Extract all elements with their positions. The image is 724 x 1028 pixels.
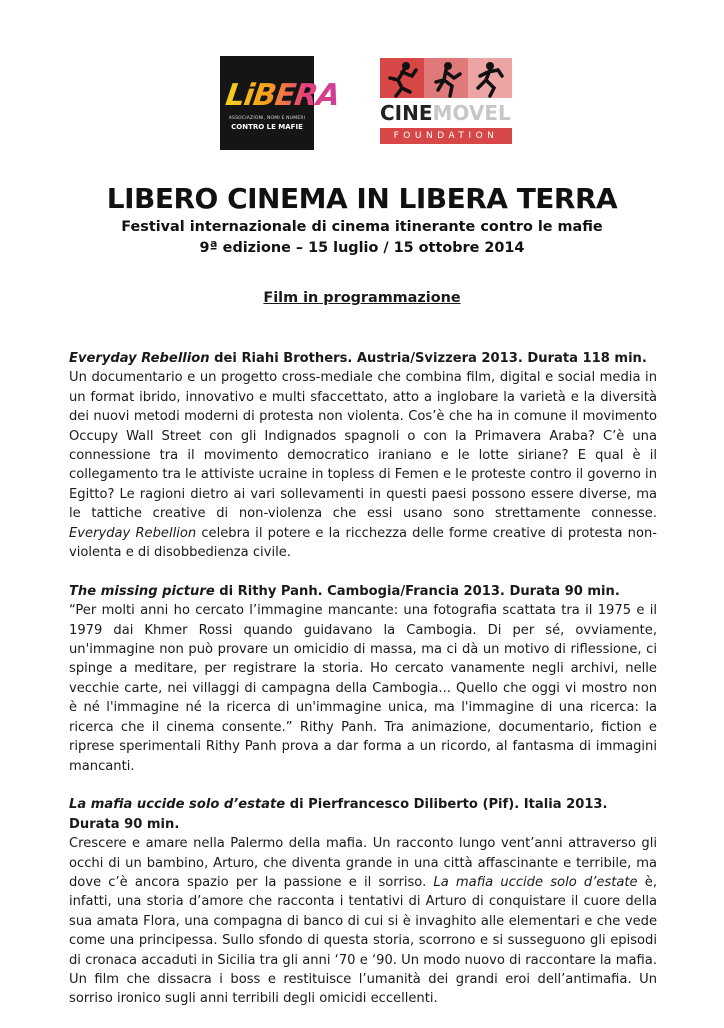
film-entry: [69, 582, 657, 776]
document-title: LIBERO CINEMA IN LIBERA TERRA: [106, 182, 618, 215]
film-list: [69, 349, 657, 1028]
film-description-text: Crescere e amare nella Palermo della mafia. Un racconto lungo vent’anni attraverso gli occhi di un bambino, Arturo, che diventa grande in una città affascinante e terribile, ma dove c’è ancora spazio per la passione e il sorriso.: [69, 836, 657, 890]
film-title: The missing picture: [69, 583, 215, 599]
film-credits: di Rithy Panh. Cambogia/Francia 2013. Durata 90 min.: [214, 583, 620, 599]
film-title: La mafia uccide solo d’estate: [69, 797, 286, 813]
film-description: [69, 834, 657, 1009]
festival-subtitle: Festival internazionale di cinema itinerante contro le mafie: [121, 219, 603, 235]
cinemovel-word-light: MOVEL: [432, 101, 511, 125]
logo-bar: [0, 56, 724, 150]
film-description-italic: La mafia uccide solo d’estate: [433, 874, 638, 890]
film-description-text: è, infatti, una storia d’amore che racconta i tentativi di Arturo di conquistare il cuore della sua amata Flora, una compagna di banco di cui si è invaghito alle elementari e che vede come una principessa. Sullo sfondo di questa storia, scorrono e si susseguono gli episodi di cronaca accaduti in Sicilia tra gli anni ‘70 e ‘90. Un modo nuovo di raccontare la mafia. Un film che dissacra i boss e restituisce l’umanità dei grandi eroi dell’antimafia. Un sorriso ironico sugli anni terribili degli omicidi eccellenti.: [69, 874, 657, 1007]
film-heading: [69, 582, 657, 601]
film-description-text: “Per molti anni ho cercato l’immagine mancante: una fotografia scattata tra il 1975 e il 1979 dai Khmer Rossi quando guidavano la Cambogia. Di per sé, ovviamente, un'immagine non può provare un omicidio di massa, ma ci dà un motivo di riflessione, ci spinge a meditare, per registrare la storia. Ho cercato vanamente negli archivi, nelle vecchie carte, nei villaggi di campagna della Cambogia... Quello che oggi vi mostro non è né l'immagine né la ricerca di un'immagine unica, ma l'immagine di una ricerca: la ricerca che il cinema consente.” Rithy Panh. Tra animazione, documentario, fiction e riprese sperimentali Rithy Panh prova a dar forma a un ricordo, al fantasma di immagini mancanti.: [69, 603, 657, 774]
running-figure-icon: [424, 58, 468, 98]
cinemovel-logo: [380, 58, 512, 146]
cinemovel-figures: [380, 58, 512, 98]
edition-dates: 9ª edizione – 15 luglio / 15 ottobre 2014: [199, 240, 525, 256]
film-entry: [69, 795, 657, 1008]
film-credits: di Pierfrancesco Diliberto (Pif). Italia 2013. Durata 90 min.: [69, 797, 608, 832]
cinemovel-word-dark: CINE: [380, 101, 433, 125]
running-figure-icon: [380, 58, 424, 98]
section-title: Film in programmazione: [263, 290, 461, 306]
film-description: [69, 601, 657, 776]
libera-logo-tagline: ASSOCIAZIONI, NOMI E NUMERI: [228, 116, 306, 121]
film-description-text: celebra il potere e la ricchezza delle forme creative di protesta non-violenta e di disobbedienza civile.: [69, 525, 658, 561]
film-heading: [69, 349, 657, 368]
film-entry: [69, 349, 657, 562]
libera-logo: [220, 56, 342, 150]
film-description-text: Un documentario e un progetto cross-mediale che combina film, digital e social media in un format ibrido, innovativo e multi sfaccettato, atto a inglobare la varietà e la diversità dei nuovi metodi moderni di protesta non violenta. Cos’è che ha in comune il movimento Occupy Wall Street con gli Indignados spagnoli o con la Primavera Araba? C’è una connessione tra il movimento democratico iraniano e le lotte siriane? E qual è il collegamento tra le attiviste ucraine in topless di Femen e le proteste contro il governo in Egitto? Le ragioni dietro ai vari sollevamenti in questi paesi possono essere diverse, ma le tattiche creative di non-violenza che essi usano sono strettamente connesse.: [69, 370, 657, 522]
cinemovel-wordmark: [380, 100, 512, 126]
running-figure-icon: [468, 58, 512, 98]
libera-logo-subtitle: CONTRO LE MAFIE: [231, 123, 303, 131]
film-credits: dei Riahi Brothers. Austria/Svizzera 2013. Durata 118 min.: [209, 351, 647, 366]
film-description: [69, 368, 657, 562]
cinemovel-foundation-banner: FOUNDATION: [380, 128, 512, 144]
libera-logo-word: LiBERA: [223, 78, 342, 113]
film-heading: [69, 795, 657, 834]
film-title: Everyday Rebellion: [69, 351, 210, 366]
film-description-italic: Everyday Rebellion: [69, 525, 197, 541]
